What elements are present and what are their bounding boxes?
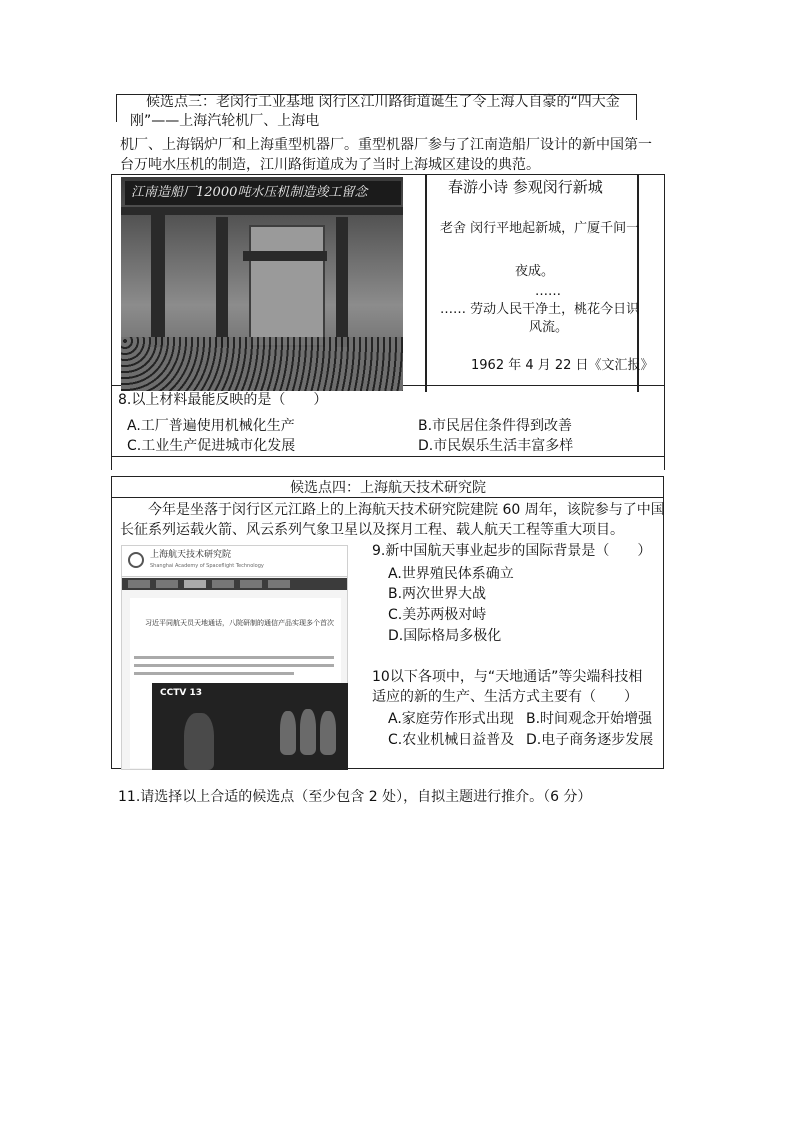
question-10-stem-line-2: 适应的新的生产、生活方式主要有（ ） xyxy=(372,689,638,705)
poem-source: 1962 年 4 月 22 日《文汇报》 xyxy=(471,358,654,373)
question-10-option-c[interactable]: C.农业机械日益普及 xyxy=(388,732,515,748)
question-8-option-a[interactable]: A.工厂普遍使用机械化生产 xyxy=(127,418,295,434)
tv-broadcast-image xyxy=(152,683,348,770)
question-9-option-b[interactable]: B.两次世界大战 xyxy=(388,586,487,602)
site-header xyxy=(122,546,348,577)
poem-line-2: 夜成。 xyxy=(515,264,555,279)
s3-frame-right xyxy=(664,174,665,470)
article-text-line xyxy=(134,656,334,659)
astronaut-figure xyxy=(280,711,296,755)
s4-intro-line-1: 今年是坐落于闵行区元江路上的上海航天技术研究院建院 60 周年，该院参与了中国 xyxy=(148,502,665,518)
s3-frame-left-top xyxy=(116,94,117,122)
question-10-option-d[interactable]: D.电子商务逐步发展 xyxy=(526,732,654,748)
academy-logo-icon xyxy=(128,552,144,568)
site-nav-item xyxy=(268,580,290,588)
question-9-stem: 9.新中国航天事业起步的国际背景是（ ） xyxy=(372,543,652,559)
hydraulic-press-photo xyxy=(121,177,403,391)
s3-intro-line-3: 机厂、上海锅炉厂和上海重型机器厂。重型机器厂参与了江南造船厂设计的新中国第一 xyxy=(120,137,652,153)
s4-title: 候选点四：上海航天技术研究院 xyxy=(290,480,486,496)
photo-column-left xyxy=(151,207,165,347)
astronaut-figure xyxy=(320,711,336,755)
question-10-stem-line-1: 10以下各项中，与“天地通话”等尖端科技相 xyxy=(372,669,643,685)
s3-frame-right-top xyxy=(636,94,637,120)
poem-line-5: 风流。 xyxy=(529,320,569,335)
question-10-option-b[interactable]: B.时间观念开始增强 xyxy=(526,711,653,727)
s4-frame-top xyxy=(111,476,664,477)
question-9-option-d[interactable]: D.国际格局多极化 xyxy=(388,628,502,644)
site-nav-item xyxy=(128,580,150,588)
poem-box-left xyxy=(425,174,427,392)
site-nav-item xyxy=(156,580,178,588)
question-8-option-d[interactable]: D.市民娱乐生活丰富多样 xyxy=(418,438,574,454)
s3-frame-bottom xyxy=(111,456,665,457)
hydraulic-press xyxy=(249,225,325,347)
question-9-option-a[interactable]: A.世界殖民体系确立 xyxy=(388,566,514,582)
photo-caption: 江南造船厂12000吨水压机制造竣工留念 xyxy=(125,181,401,205)
s3-intro-line-1: 候选点三：老闵行工业基地 闵行区江川路街道诞生了令上海人自豪的“四大金 xyxy=(146,94,620,110)
tv-channel-logo: CCTV 13 xyxy=(160,688,202,698)
s4-frame-left xyxy=(111,476,112,769)
question-8-stem: 8.以上材料最能反映的是（ ） xyxy=(118,392,328,408)
s3-intro-line-4: 台万吨水压机的制造，江川路街道成为了当时上海城区建设的典范。 xyxy=(120,157,540,173)
s3-intro-line-2: 刚”——上海汽轮机厂、上海电 xyxy=(130,113,320,129)
site-nav-item xyxy=(184,580,206,588)
poem-line-1: 老舍 闵行平地起新城，广厦千间一 xyxy=(440,221,640,236)
poem-line-3: …… xyxy=(535,284,561,299)
article-text-line xyxy=(134,672,294,675)
photo-crowd xyxy=(121,337,403,391)
photo-column-mid-left xyxy=(216,217,228,347)
question-9-option-c[interactable]: C.美苏两极对峙 xyxy=(388,607,487,623)
article-text-line xyxy=(134,664,334,667)
site-name-en: Shanghai Academy of Spaceflight Technology xyxy=(150,563,264,569)
poem-title: 春游小诗 参观闵行新城 xyxy=(448,178,603,196)
s4-intro-line-2: 长征系列运载火箭、风云系列气象卫星以及探月工程、载人航天工程等重大项目。 xyxy=(120,522,624,538)
site-nav-item xyxy=(212,580,234,588)
question-8-option-b[interactable]: B.市民居住条件得到改善 xyxy=(418,418,573,434)
press-crosshead xyxy=(243,251,327,261)
site-nav-bar xyxy=(122,578,348,590)
question-11: 11.请选择以上合适的候选点（至少包含 2 处），自拟主题进行推介。（6 分） xyxy=(118,789,592,805)
article-headline: 习近平同航天员天地通话，八院研制的通信产品实现多个首次 xyxy=(145,619,334,627)
poem-line-4: …… 劳动人民干净土，桃花今日识 xyxy=(440,302,640,317)
astronaut-figure xyxy=(300,709,316,755)
speaker-figure xyxy=(184,713,214,770)
s3-frame-left xyxy=(111,174,112,470)
photo-column-mid-right xyxy=(336,217,348,347)
photo-beam-top xyxy=(121,207,403,215)
site-name: 上海航天技术研究院 xyxy=(150,550,232,560)
site-nav-item xyxy=(240,580,262,588)
question-10-option-a[interactable]: A.家庭劳作形式出现 xyxy=(388,711,514,727)
question-8-option-c[interactable]: C.工业生产促进城市化发展 xyxy=(127,438,296,454)
